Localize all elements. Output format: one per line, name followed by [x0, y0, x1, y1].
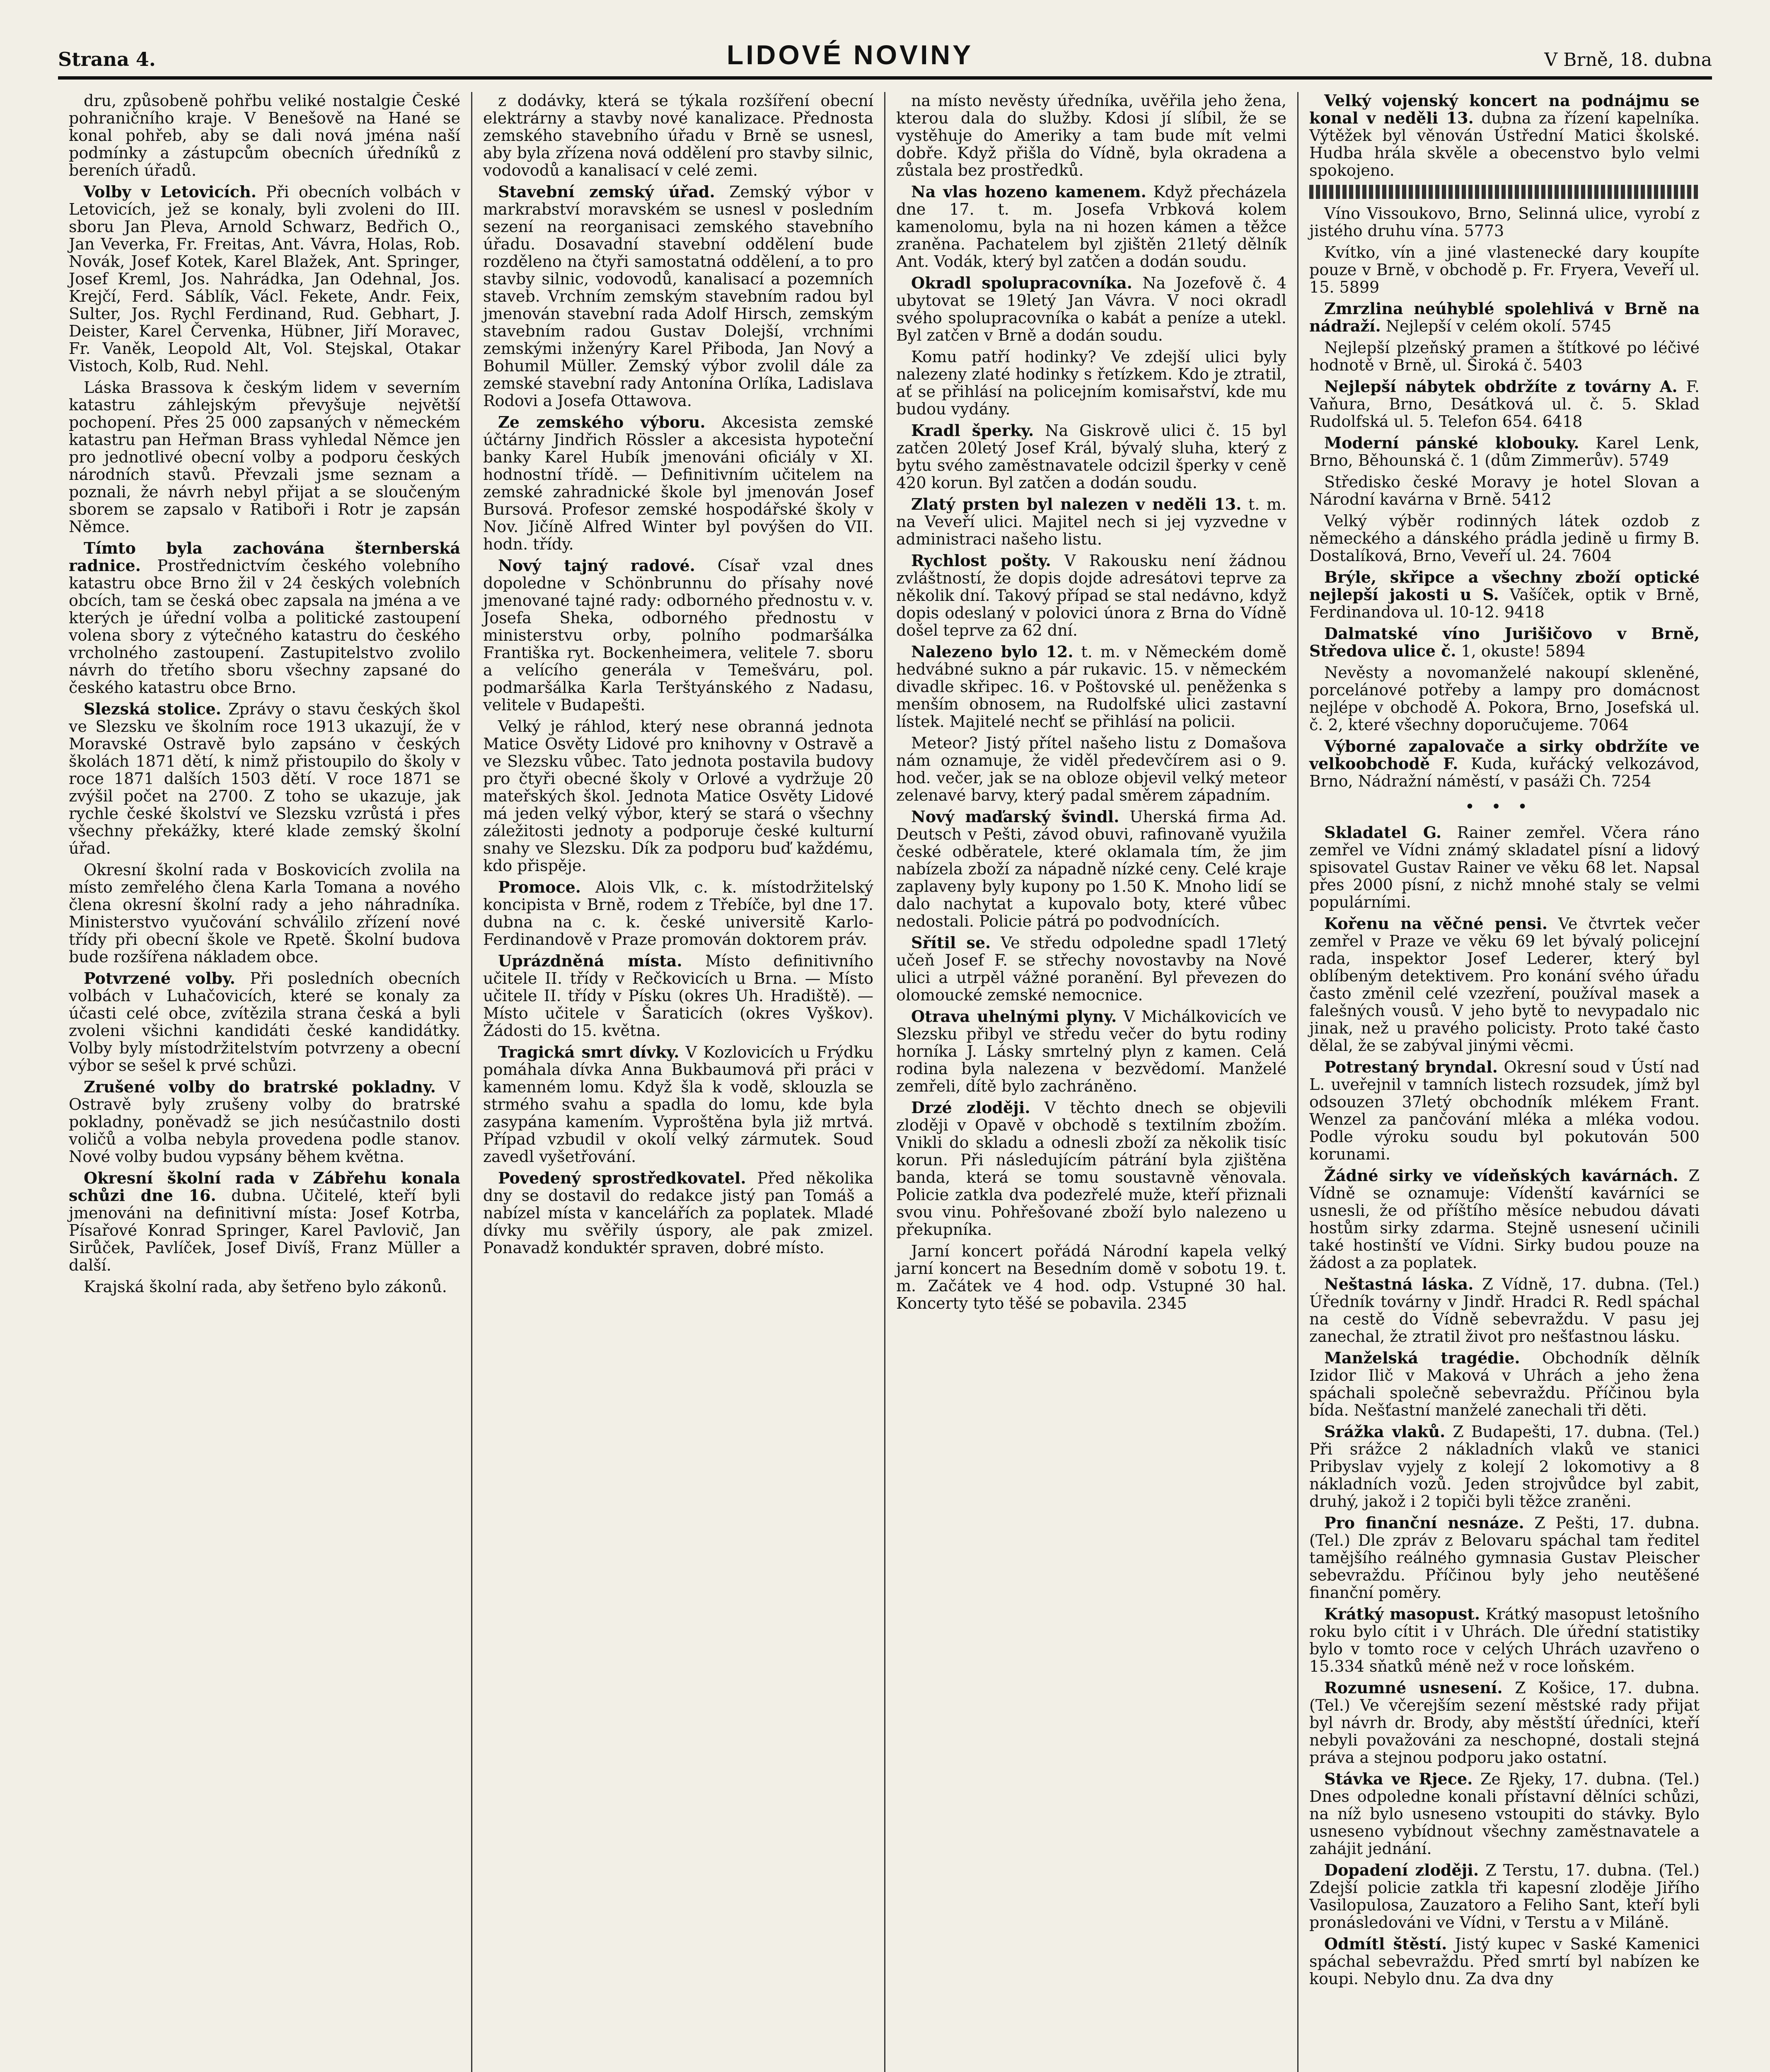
classified-ad: Víno Vissoukovo, Brno, Selinná ulice, vyrobí z jistého druhu vína. 5773: [1309, 204, 1700, 240]
article-paragraph: Velký vojenský koncert na podnájmu se konal v neděli 13. dubna za řízení kapelníka. Výtěžek byl věnován Ústřední Matici školské. Hudba hrála skvěle a obecenstvo bylo velmi spokojeno.: [1309, 92, 1700, 179]
article-paragraph: Uprázdněná místa. Místo definitivního učitele II. třídy v Rečkovicích u Brna. — Místo učitele II. třídy v Písku (okres Uh. Hradiště). — Místo učitele v Šaraticích (okres Vyškov). Žádosti do 15. května.: [483, 951, 873, 1040]
article-paragraph: Velký je ráhlod, který nese obranná jednota Matice Osvěty Lidové pro knihovny v Ostravě a ve Slezsku vůbec. Tato jednota postavila budovy pro čtyři obecné školy v Orlové a vydržuje 20 mateřských škol. Jednota Matice Osvěty Lidové má jeden velký výbor, který se stará o všechny záležitosti jednoty a podporuje české kulturní snahy ve Slezsku. Dík za podporu buď každému, kdo přispěje.: [483, 717, 873, 875]
article-paragraph: Kradl šperky. Na Giskrově ulici č. 15 byl zatčen 20letý Josef Král, bývalý sluha, který z bytu svého zaměstnavatele odcizil šperky v ceně 420 korun. Byl zatčen a dodán soudu.: [896, 421, 1286, 492]
article-paragraph: Tragická smrt dívky. V Kozlovicích u Frýdku pomáhala dívka Anna Bukbaumová při práci v kamenném lomu. Když šla k vodě, sklouzla se strmého svahu a spadla do lomu, kde byla zasypána kamením. Vyproštěna byla již mrtvá. Případ vzbudil v okolí velký zármutek. Soud zavedl vyšetřování.: [483, 1043, 874, 1166]
classified-ad: Nejlepší plzeňský pramen a štítkové po léčivé hodnotě v Brně, ul. Široká č. 5403: [1309, 339, 1700, 374]
classified-ad: Velký výběr rodinných látek ozdob z německého a dánského prádla jedině u firmy B. Dostalíková, Brno, Veveří ul. 24. 7604: [1309, 512, 1700, 565]
article-columns: [58, 92, 1712, 2072]
column-2: [471, 92, 884, 2072]
article-paragraph: Povedený sprostředkovatel. Před několika dny se dostavil do redakce jistý pan Tomáš a nabízel místa v kancelářích za poplatek. Mladé dívky mu svěřily úspory, ale pak zmizel. Ponavadž konduktér spraven, dobré místo.: [483, 1169, 874, 1257]
page-label: Strana 4.: [58, 48, 156, 70]
classified-ad: Nejlepší nábytek obdržíte z továrny A. F. Vaňura, Brno, Desátková ul. č. 5. Sklad Rudolfská ul. 5. Telefon 654. 6418: [1309, 377, 1700, 431]
article-paragraph: Krajská školní rada, aby šetřeno bylo zákonů.: [84, 1278, 447, 1296]
article-paragraph: dru, způsobeně pohřbu veliké nostalgie České pohraničního kraje. V Benešově na Hané se konal pohřeb, aby se dali nová jména naší podmínky a zástupcům obecních úředníků z bereních úřadů.: [69, 92, 460, 179]
article-paragraph: z dodávky, která se týkala rozšíření obecní elektrárny a stavby nové kanalizace. Přednosta zemského stavebního úřadu v Brně se usnesl, aby byla zřízena nová oddělení pro stavby silnic, vodovodů a kanalisací v celé zemi.: [483, 92, 873, 179]
classified-ad: Výborné zapalovače a sirky obdržíte ve velkoobchodě F. Kuda, kuřácký velkozávod, Brno, Nádražní náměstí, v pasáži Ch. 7254: [1309, 737, 1700, 790]
article-paragraph: Zlatý prsten byl nalezen v neděli 13. t. m. na Veveří ulici. Majitel nech si jej vyzvedne v administraci našeho listu.: [896, 495, 1287, 548]
article-paragraph: Volby v Letovicích. Při obecních volbách v Letovicích, jež se konaly, byli zvoleni do III. sboru Jan Pleva, Arnold Schwarz, Bedřich O., Jan Veverka, Fr. Freitas, Ant. Vávra, Holas, Rob. Novák, Josef Kotek, Karel Blažek, Ant. Springer, Josef Kreml, Jos. Nahrádka, Jan Odehnal, Jos. Krejčí, Ferd. Sáblík, Václ. Fekete, Andr. Feix, Sulter, Jos. Rychl Ferdinand, Rud. Gebhart, J. Deister, Karel Červenka, Hübner, Jiří Moravec, Fr. Vaněk, Leopold Alt, Vol. Stejskal, Otakar Vistoch, Kolb, Rud. Nehl.: [69, 182, 461, 375]
issue-date: V Brně, 18. dubna: [1544, 49, 1712, 70]
article-paragraph: Kořenu na věčné pensi. Ve čtvrtek večer zemřel v Praze ve věku 69 let bývalý policejní rada, inspektor Josef Lederer, který byl oblíbeným detektivem. Pro konání svého úřadu často změnil celé vzezření, používal masek a falešných vousů. V jeho bytě to nevypadalo nic jinak, než u pravého policisty. Proto také často dělal, že se zabýval jinými věcmi.: [1309, 914, 1700, 1055]
ornamental-divider: [1309, 185, 1700, 199]
classified-ad: Dalmatské víno Jurišičovo v Brně, Středova ulice č. 1, okuste! 5894: [1309, 624, 1700, 660]
article-paragraph: Láska Brassova k českým lidem v severním katastru záhlejským převyšuje největší pochopení. Přes 25 000 zapsaných v německém katastru pan Heřman Brass vyhledal Němce jen pro jednotlivé obecní volby a podporu českých národních stavů. Převzali jsme seznam a poznali, že návrh nebyl přijat a se sloučeným sborem se zapsalo v Ratiboři i Rotr je zapsán Němce.: [69, 378, 460, 536]
article-paragraph: Rychlost pošty. V Rakousku není žádnou zvláštností, že dopis dojde adresátovi teprve za několik dní. Takový případ se stal nedávno, když dopis odeslaný v polovici února z Brna do Vídně došel teprve za 62 dní.: [896, 551, 1286, 639]
section-separator: •••: [1465, 797, 1544, 816]
article-paragraph: Komu patří hodinky? Ve zdejší ulici byly nalezeny zlaté hodinky s řetízkem. Kdo je ztratil, ať se přihlásí na policejním komisařství, kde mu budou vydány.: [896, 348, 1286, 418]
classified-ad: Nevěsty a novomanželé nakoupí skleněné, porcelánové potřeby a lampy pro domácnost nejlépe v obchodě A. Pokora, Brno, Josefská ul. č. 2, které všechny doporučujeme. 7064: [1309, 663, 1700, 734]
article-paragraph: Skladatel G. Rainer zemřel. Včera ráno zemřel ve Vídni známý skladatel písní a lidový spisovatel Gustav Rainer ve věku 68 let. Napsal přes 2000 písní, z nichž mnohé staly se velmi populárními.: [1309, 823, 1700, 911]
classified-ad: Kvítko, vín a jiné vlastenecké dary koupíte pouze v Brně, v obchodě p. Fr. Fryera, Veveří ul. 15. 5899: [1309, 243, 1700, 296]
article-paragraph: Potvrzené volby. Při posledních obecních volbách v Luhačovicích, které se konaly za účasti celé obce, zvítězila strana česká a byli zvoleni všichni kandidáti české kandidátky. Volby byly místodržitelstvím potvrzeny a obecní výbor se sešel k prvé schůzi.: [69, 969, 460, 1075]
column-1: [58, 92, 471, 2072]
article-paragraph: Srážka vlaků. Z Budapešti, 17. dubna. (Tel.) Při srážce 2 nákladních vlaků ve stanici Pribyslav vyjely z kolejí 2 lokomotivy a 8 nákladních vozů. Jeden strojvůdce byl zabit, druhý, jakož i 2 topiči byli těžce zraněni.: [1309, 1422, 1700, 1510]
article-paragraph: Okradl spolupracovníka. Na Jozefově č. 4 ubytovat se 19letý Jan Vávra. V noci okradl svého spolupracovníka o kabát a peníze a utekl. Byl zatčen v Brně a dodán soudu.: [896, 274, 1286, 344]
article-paragraph: Otrava uhelnými plyny. V Michálkovicích ve Slezsku přibyl ve středu večer do bytu rodiny horníka J. Lásky smrtelný plyn z kamen. Celá rodina byla nalezena v bezvědomí. Manželé zemřeli, dítě bylo zachráněno.: [896, 1007, 1287, 1095]
article-paragraph: Manželská tragédie. Obchodník dělník Izidor Ilič v Maková v Uhrách a jeho žena spáchali společně sebevraždu. Příčinou byla bída. Nešťastní manželé zanechali tři děti.: [1309, 1348, 1700, 1419]
article-paragraph: Pro finanční nesnáze. Z Pešti, 17. dubna. (Tel.) Dle zpráv z Belovaru spáchal tam ředitel tamějšího reálného gymnasia Gustav Pleischer sebevraždu. Příčinou byly jeho neutěšené finanční poměry.: [1309, 1513, 1700, 1602]
article-paragraph: Žádné sirky ve vídeňských kavárnách. Z Vídně se oznamuje: Vídenští kavárníci se usnesli, že od příštího měsíce nebudou dávati hostům sirky zdarma. Stejně usnesení učinili také hostinští ve Vídni. Sirky budou pouze na žádost a za poplatek.: [1309, 1166, 1700, 1272]
article-paragraph: Zrušené volby do bratrské pokladny. V Ostravě byly zrušeny volby do bratrské pokladny, poněvadž se jich nesúčastnilo dosti voličů a volba nebyla provedena podle stanov. Nové volby budou vypsány během května.: [69, 1077, 460, 1166]
classified-ad: Brýle, skřipce a všechny zboží optické nejlepší jakosti u S. Vašíček, optik v Brně, Ferdinandova ul. 10-12. 9418: [1309, 568, 1700, 621]
article-paragraph: Tímto byla zachována šternberská radnice. Prostřednictvím českého volebního katastru obce Brno žil v 24 českých volebních obcích, tam se česká obec zapsala na jména a ve kterých je úřední volba a politické zastoupení volena sbory z výtečného katastru do českého vrcholného zastoupení. Zastupitelstvo zvolilo návrh do třetího sboru všechny zapsané do českého katastru obce Brno.: [69, 539, 460, 697]
article-paragraph: Jarní koncert pořádá Národní kapela velký jarní koncert na Besedním domě v sobotu 19. t. m. Začátek ve 4 hod. odp. Vstupné 30 hal. Koncerty tyto těšé se pobavila. 2345: [896, 1242, 1286, 1312]
classified-ad: Moderní pánské klobouky. Karel Lenk, Brno, Běhounská č. 1 (dům Zimmerův). 5749: [1309, 433, 1700, 470]
article-paragraph: Ze zemského výboru. Akcesista zemské účtárny Jindřich Rössler a akcesista hypoteční banky Karel Hubík jmenováni oficiály v XI. hodnostní třídě. — Definitivním učitelem na zemské zahradnické škole byl jmenován Josef Bursová. Profesor zemské hospodářské školy v Nov. Jičíně Alfred Winter byl povýšen do VII. hodn. třídy.: [483, 413, 873, 553]
article-paragraph: Potrestaný bryndal. Okresní soud v Ústí nad L. uveřejnil v tamních listech rozsudek, jímž byl odsouzen 37letý obchodník mlékem Frant. Wenzel za pančování mléka a mléka vodou. Podle výroku soudu byl pokutován 500 korunami.: [1309, 1058, 1700, 1163]
article-paragraph: Sřítil se. Ve středu odpoledne spadl 17letý učeň Josef F. se střechy novostavby na Nové ulici a utrpěl vážné poranění. Byl převezen do olomoucké zemské nemocnice.: [896, 933, 1286, 1004]
article-paragraph: Slezská stolice. Zprávy o stavu českých škol ve Slezsku ve školním roce 1913 ukazují, že v Moravské Ostravě bylo zapsáno v českých školách 1871 dětí, k nimž přistoupilo do školy v roce 1871 dalších 1503 dětí. V roce 1871 se zvýšil počet na 2700. Z toho se ukazuje, jak rychle české školství ve Slezsku vzrůstá i přes všechny překážky, které klade zemský školní úřad.: [69, 700, 460, 857]
article-paragraph: Na vlas hozeno kamenem. Když přecházela dne 17. t. m. Josefa Vrbková kolem kamenolomu, byla na ni hozen kámen a těžce zraněna. Pachatelem byl zjištěn 21letý dělník Ant. Vodák, který byl zatčen a dodán soudu.: [896, 182, 1286, 271]
article-paragraph: Nalezeno bylo 12. t. m. v Německém domě hedvábné sukno a pár rukavic. 15. v německém divadle skřipec. 16. v Poštovské ul. peněženka s menším obnosem, na Rudolfské ulici zastavní lístek. Majitelé nechť se přihlásí na policii.: [896, 642, 1287, 731]
article-paragraph: Nový maďarský švindl. Uherská firma Ad. Deutsch v Pešti, závod obuvi, rafinovaně využila české odběratele, které oklamala tím, že jim nabízela zboží za nápadně nízké ceny. Celé kraje zaplaveny byly kupony po 1.50 K. Mnoho lidí se dalo nachytat a kupovalo boty, které vůbec nedostali. Policie pátrá po podvodnících.: [896, 807, 1286, 930]
article-paragraph: Drzé zloději. V těchto dnech se objevili zloději v Opavě v obchodě s textilním zbožím. Vnikli do skladu a odnesli zboží za několik tisíc korun. Při následujícím pátrání byla zjištěna banda, která se tomu soustavně věnovala. Policie zatkla dva podezřelé muže, kteří přiznali svou vinu. Pohřešované zboží bylo nalezeno u překupníka.: [896, 1098, 1286, 1239]
article-paragraph: Odmítl štěstí. Jistý kupec v Saské Kamenici spáchal sebevraždu. Před smrtí byl nabízen ke koupi. Nebylo dnu. Za dva dny: [1309, 1934, 1700, 1988]
article-paragraph: Meteor? Jistý přítel našeho listu z Domašova nám oznamuje, že viděl předevčírem asi o 9. hod. večer, jak se na obloze objevil velký meteor zelenavé barvy, který padal směrem západním.: [896, 734, 1286, 804]
masthead: [58, 37, 1712, 80]
article-paragraph: Stavební zemský úřad. Zemský výbor v markrabství moravském se usnesl v posledním sezení na reorganisaci zemského stavebního úřadu. Dosavadní stavební oddělení bude rozděleno na čtyři samostatná oddělení, a to pro stavby silnic, vodovodů, kanalisací a pozemních staveb. Vrchním zemským stavebním radou byl jmenován stavební rada Adolf Hirsch, zemským stavebním radou Gustav Dolejší, vrchními zemskými inženýry Karel Přiboda, Jan Nový a Bohumil Müller. Zemský výbor zvolil dále za zemské stavební rady Antonína Orlíka, Ladislava Rodovi a Josefa Ottawova.: [483, 182, 873, 410]
article-paragraph: Krátký masopust. Krátký masopust letošního roku bylo cítit i v Uhrách. Dle úřední statistiky bylo v tomto roce v celých Uhrách uzavřeno o 15.334 sňatků méně než v roce loňském.: [1309, 1605, 1700, 1675]
column-3: [884, 92, 1297, 2072]
article-paragraph: Nový tajný radové. Císař vzal dnes dopoledne v Schönbrunnu do přísahy nové jmenované tajné rady: odborného přednostu v. v. Josefa Sheka, odborného přednostu v ministerstvu orby, polního podmaršálka Františka ryt. Bockenheimera, velitele 7. sboru a velícího generála v Temešváru, pol. podmaršálka Karla Terštyánského z Nadasu, velitele v Budapešti.: [483, 556, 873, 714]
article-paragraph: Okresní školní rada v Zábřehu konala schůzi dne 16. dubna. Učitelé, kteří byli jmenováni na definitivní místa: Josef Kotrba, Písařové Konrad Springer, Karel Pavlovič, Jan Sirůček, Pavlíček, Josef Divíš, Franz Müller a další.: [69, 1169, 461, 1274]
classified-ad: Zmrzlina neúhyblé spolehlivá v Brně na nádraží. Nejlepší v celém okolí. 5745: [1309, 299, 1700, 335]
article-paragraph: na místo nevěsty úředníka, uvěřila jeho žena, kterou dala do služby. Kdosi jí slíbil, že se vystěhuje do Ameriky a tam bude mít velmi dobře. Když přišla do Vídně, byla okradena a zůstala bez prostředků.: [896, 92, 1286, 179]
column-4: [1297, 92, 1710, 2072]
newspaper-title: LIDOVÉ NOVINY: [727, 39, 974, 70]
article-paragraph: Stávka ve Rjece. Ze Rjeky, 17. dubna. (Tel.) Dnes odpoledne konali přístavní dělníci schůzi, na níž bylo usneseno vstoupiti do stávky. Bylo usneseno vybídnout všechny zaměstnavatele a zahájit jednání.: [1309, 1769, 1700, 1858]
article-paragraph: Promoce. Alois Vlk, c. k. místodržitelský koncipista v Brně, rodem z Třebíče, byl dne 17. dubna na c. k. české universitě Karlo-Ferdinandově v Praze promován doktorem práv.: [483, 878, 873, 949]
classified-ad: Středisko české Moravy je hotel Slovan a Národní kavárna v Brně. 5412: [1309, 473, 1700, 508]
article-paragraph: Dopadení zloději. Z Terstu, 17. dubna. (Tel.) Zdejší policie zatkla tři kapesní zloděje Jiřího Vasilopulosa, Zauzatoro a Feliho Sant, kteří byli pronásledováni ve Vídni, v Terstu a v Miláně.: [1309, 1861, 1700, 1932]
article-paragraph: Okresní školní rada v Boskovicích zvolila na místo zemřelého člena Karla Tomana a nového člena okresní školní rady a jeho náhradníka. Ministerstvo vyučování schválilo zřízení nové třídy při obecní škole ve Rpetě. Školní budova bude rozšířena nákladem obce.: [69, 861, 460, 966]
article-paragraph: Rozumné usnesení. Z Košice, 17. dubna. (Tel.) Ve včerejším sezení městské rady přijat byl návrh dr. Brody, aby městští úředníci, kteří nebyli považováni za neschopné, dostali stejná práva a stejnou podporu jako ostatní.: [1309, 1678, 1700, 1767]
article-paragraph: Neštastná láska. Z Vídně, 17. dubna. (Tel.) Úředník továrny v Jindř. Hradci R. Redl spáchal na cestě do Vídně sebevraždu. V pasu jej zanechal, že ztratil život pro nešťastnou lásku.: [1309, 1275, 1700, 1346]
